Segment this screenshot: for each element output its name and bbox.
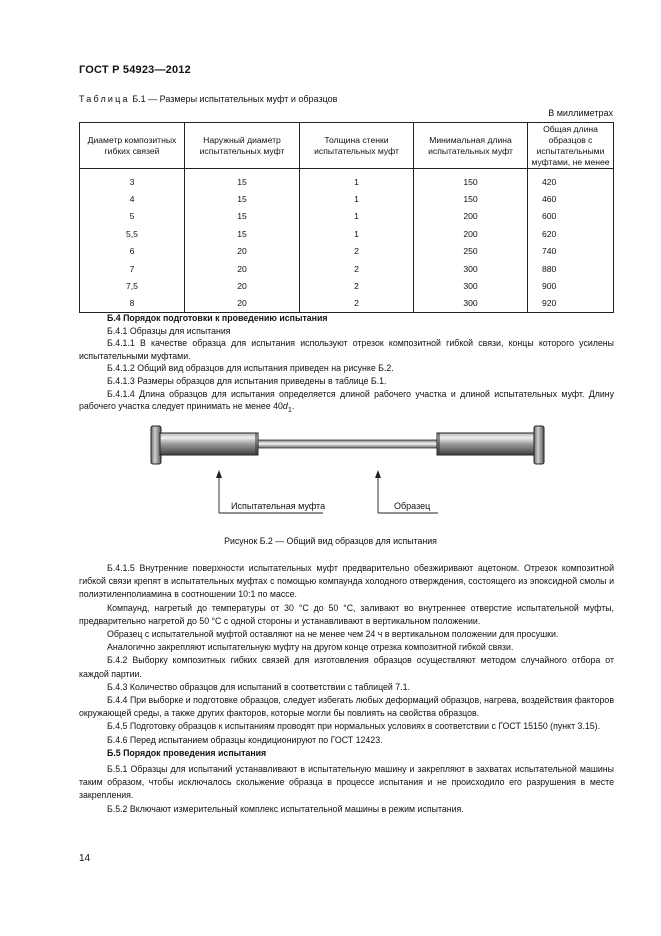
table-header-cell: Общая длина образцов с испытательными муфтами, не менее [528,123,614,169]
table-row [80,277,614,294]
right-test-sleeve [437,433,535,455]
paragraph: Б.4.1.2 Общий вид образцов для испытания приведен на рисунке Б.2. [107,363,394,374]
right-end-cap [534,426,544,464]
table-cell: 1 [300,208,414,225]
table-row [80,208,614,225]
table-cell: 420 [528,173,614,190]
section-heading: Б.4 Порядок подготовки к проведению испытания [107,313,328,323]
table-cell: 2 [300,277,414,294]
paragraph: Б.4.1.1 В качестве образца для испытания используют отрезок композитной гибкой связи, концы которого усилены испытательными муфтами. [79,338,614,361]
table-cell: 900 [528,277,614,294]
table-units-note: В миллиметрах [548,108,613,118]
table-header-cell: Минимальная длина испытательных муфт [414,123,528,169]
table-cell: 20 [185,295,300,313]
table-row [80,260,614,277]
table-cell: 4 [80,190,185,207]
table-cell: 7,5 [80,277,185,294]
table-cell: 7 [80,260,185,277]
table-cell: 15 [185,225,300,242]
table-cell: 2 [300,243,414,260]
paragraph: Аналогично закрепляют испытательную муфту на другом конце отрезка композитной гибкой связи. [107,642,514,653]
table-cell: 250 [414,243,528,260]
figure-label-sleeve: Испытательная муфта [231,501,326,511]
table-header-cell: Наружный диаметр испытательных муфт [185,123,300,169]
paragraph: Б.4.6 Перед испытанием образцы кондиционируют по ГОСТ 12423. [107,734,383,745]
table-caption-text: Б.1 — Размеры испытательных муфт и образцов [132,94,338,104]
paragraph: Б.5.2 Включают измерительный комплекс испытательной машины в режим испытания. [107,803,464,814]
specimen-figure [133,422,561,522]
table-header-cell: Диаметр композитных гибких связей [80,123,185,169]
table-cell: 2 [300,260,414,277]
table-row [80,243,614,260]
page-number: 14 [79,853,91,864]
table-cell: 150 [414,190,528,207]
table-cell: 15 [185,190,300,207]
table-header-cell: Толщина стенки испытательных муфт [300,123,414,169]
table-row [80,295,614,313]
table-cell: 20 [185,260,300,277]
table-cell: 740 [528,243,614,260]
section-b4-b5-text [79,562,614,816]
paragraph: Б.5.1 Образцы для испытаний устанавливают в испытательную машину и закрепляют в захватах испытательной машины таким образом, чтобы исключалось скольжение образца в процессе испытания и не происходило его разрушения в месте закрепления. [79,764,614,801]
math-subscript: 1 [287,404,292,414]
arrow-head-specimen [375,470,381,478]
math-variable: d [282,401,288,412]
table-cell: 600 [528,208,614,225]
paragraph: Б.4.4 При выборке и подготовке образцов, следует избегать любых деформаций образцов, нагрева, воздействия факторов окружающей среды, а также других факторов, которые могли бы повлиять на свойства образцов. [79,695,614,719]
paragraph [79,388,614,417]
table-cell: 300 [414,295,528,313]
arrow-head-sleeve [216,470,222,478]
table-cell: 5,5 [80,225,185,242]
table-cell: 8 [80,295,185,313]
paragraph: Б.4.1.3 Размеры образцов для испытания приведены в таблице Б.1. [107,375,387,386]
table-row [80,225,614,242]
dimensions-table [79,122,614,313]
table-cell: 620 [528,225,614,242]
table-row [80,190,614,207]
table-header-row [80,123,614,169]
table-cell: 15 [185,208,300,225]
table-cell: 15 [185,173,300,190]
table-row [80,173,614,190]
table-cell: 920 [528,295,614,313]
paragraph: Б.4.2 Выборку композитных гибких связей для изготовления образцов осуществляют методом случайного отбора от каждой партии. [79,655,614,679]
table-caption [79,94,337,104]
table-cell: 200 [414,208,528,225]
paragraph: Б.4.5 Подготовку образцов к испытаниям проводят при нормальных условиях в соответствии с ГОСТ 15150 (пункт 3.15). [107,721,601,732]
table-caption-label: Таблица [79,94,130,104]
paragraph: Б.4.1 Образцы для испытания [107,325,231,336]
table-cell: 3 [80,173,185,190]
table-cell: 200 [414,225,528,242]
table-cell: 20 [185,243,300,260]
figure-label-specimen: Образец [394,501,431,511]
left-test-sleeve [160,433,258,455]
table-cell: 300 [414,277,528,294]
table-cell: 150 [414,173,528,190]
paragraph: Б.4.3 Количество образцов для испытаний в соответствии с таблицей 7.1. [107,681,410,692]
table-cell: 20 [185,277,300,294]
table-cell: 1 [300,173,414,190]
paragraph-end: . [291,401,295,412]
table-cell: 460 [528,190,614,207]
section-heading: Б.5 Порядок проведения испытания [107,747,267,758]
table-cell: 1 [300,225,414,242]
table-cell: 5 [80,208,185,225]
paragraph: Б.4.1.5 Внутренние поверхности испытательных муфт предварительно обезжиривают ацетоном. Отрезок композитной гибкой связи крепят в испытательных муфтах с помощью компаунда холодного отверждения, состоящего из эпоксидной смолы и полиэтиленполиамина в соотношении 10:1 по массе. [79,563,614,600]
paragraph: Образец с испытательной муфтой оставляют на не менее чем 24 ч в вертикальном положении для просушки. [107,629,559,640]
paragraph-text: Б.4.1.4 Длина образцов для испытания определяется длиной рабочего участка и длиной испытательных муфт. Длину рабочего участка следует принимать не менее 40 [79,388,614,412]
table-cell: 300 [414,260,528,277]
specimen-rod [257,440,439,448]
paragraph: Компаунд, нагретый до температуры от 30 °С до 50 °С, заливают во внутреннее отверстие испытательной муфты, предварительно нагретой до 50 °С с одной стороны и устанавливают в вертикальном положении. [79,602,614,626]
table-cell: 1 [300,190,414,207]
table-cell: 6 [80,243,185,260]
table-cell: 880 [528,260,614,277]
section-b4-text [79,312,614,417]
table-cell: 2 [300,295,414,313]
document-header: ГОСТ Р 54923—2012 [79,64,191,76]
figure-caption: Рисунок Б.2 — Общий вид образцов для испытания [224,536,437,546]
